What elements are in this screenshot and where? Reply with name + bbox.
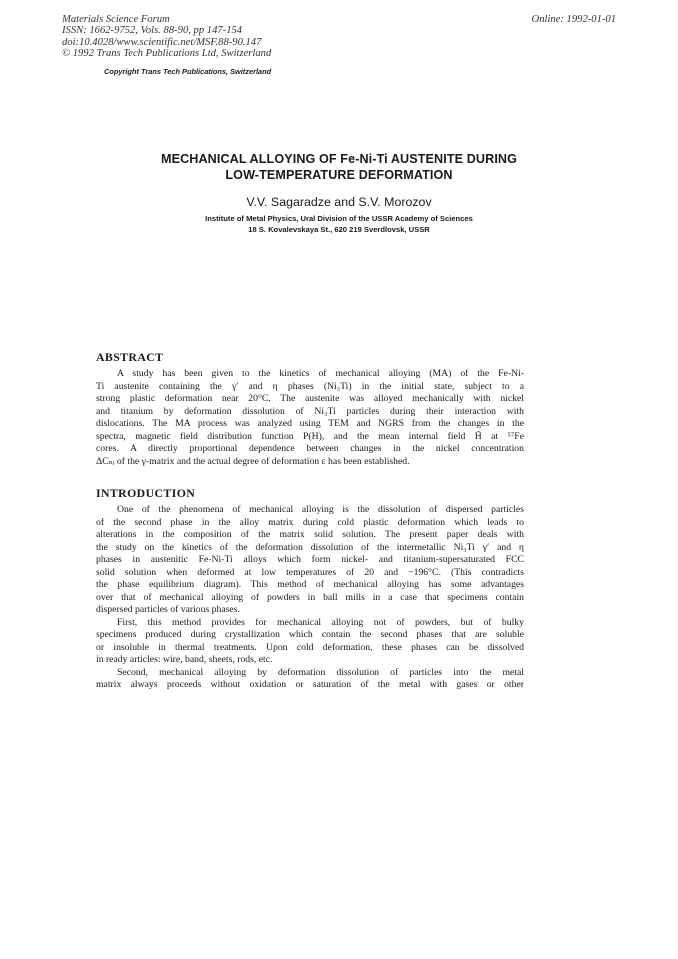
intro-line: of the second phase in the alloy matrix during cold plastic deformation which leads to [96, 516, 524, 528]
intro-line: specimens produced during crystallization which contain the second phases that are soluble [96, 629, 524, 640]
intro-line: the study on the kinetics of the deformation dissolution of the intermetallic Ni₃Ti γ′ and η [96, 541, 524, 553]
introduction-body [96, 504, 524, 692]
abstract-line: and titanium by deformation dissolution of Ni₃Ti particles during their interaction with [96, 405, 524, 417]
issn-line: ISSN: 1662-9752, Vols. 88-90, pp 147-154 [62, 25, 243, 37]
intro-line: solid solution when deformed at low temperatures of 20 and −196°C. (This contradicts [96, 566, 524, 578]
journal-name: Materials Science Forum [62, 14, 170, 25]
title-line: LOW-TEMPERATURE DEFORMATION [225, 167, 453, 182]
intro-line: Second, mechanical alloying by deformation dissolution of particles into the metal [117, 666, 524, 678]
intro-line: First, this method provides for mechanical alloying not of powders, but of bulky [117, 616, 524, 628]
intro-line: alterations in the composition of the matrix solid solution. The present paper deals with [96, 529, 524, 540]
intro-line: or insoluble in thermal treatments. Upon cold deformation, these phases can be dissolved [96, 641, 524, 653]
affiliation-line: Institute of Metal Physics, Ural Division of the USSR Academy of Sciences [205, 214, 473, 223]
abstract-line: dislocations. The MA process was analyzed using TEM and NGRS from the changes in the [96, 418, 524, 429]
intro-line: over that of mechanical alloying of powders in ball mills in a case that specimens contain [96, 591, 524, 603]
doi-link[interactable]: doi:10.4028/www.scientific.net/MSF.88-90.147 [62, 36, 262, 48]
paper-title [60, 152, 618, 184]
introduction-heading: INTRODUCTION [96, 486, 196, 500]
abstract-line: Ti austenite containing the γ′ and η phases (Ni₃Ti) in the initial state, subject to a [96, 380, 524, 392]
abstract-heading: ABSTRACT [96, 350, 164, 364]
journal-header [62, 14, 271, 60]
authors: V.V. Sagaradze and S.V. Morozov [246, 195, 432, 209]
abstract-line: cores. A directly proportional dependence between changes in the nickel concentration [96, 443, 524, 454]
affiliation [60, 213, 618, 235]
intro-line: One of the phenomena of mechanical alloying is the dissolution of dispersed particles [117, 504, 524, 515]
intro-line: matrix always proceeds without oxidation or saturation of the metal with gases or other [96, 679, 524, 690]
abstract-line: strong plastic deformation near 20°C. The austenite was alloyed mechanically with nickel [96, 393, 524, 404]
title-line: MECHANICAL ALLOYING OF Fe-Ni-Ti AUSTENITE DURING [160, 152, 518, 166]
intro-line: dispersed particles of various phases. [96, 604, 240, 615]
intro-line: the phase equilibrium diagram). This method of mechanical alloying has some advantages [96, 579, 524, 590]
abstract-body [96, 368, 524, 468]
abstract-line: ΔCₙᵢ of the γ-matrix and the actual degree of deformation ε has been established. [96, 455, 410, 467]
online-date: Online: 1992-01-01 [531, 14, 616, 25]
intro-line: in ready articles: wire, band, sheets, rods, etc. [96, 654, 273, 665]
copyright-line: © 1992 Trans Tech Publications Ltd, Switzerland [62, 48, 272, 60]
abstract-line: spectra, magnetic field distribution function P(H), and the mean internal field H̄ at ⁵⁷Fe [96, 430, 524, 442]
affiliation-line: 18 S. Kovalevskaya St., 620 219 Sverdlovsk, USSR [248, 225, 430, 234]
publisher-copyright: Copyright Trans Tech Publications, Switzerland [104, 67, 272, 76]
abstract-line: A study has been given to the kinetics of mechanical alloying (MA) of the Fe-Ni- [117, 368, 524, 379]
intro-line: phases in austenitic Fe-Ni-Ti alloys which form nickel- and titanium-supersaturated FCC [96, 554, 524, 565]
